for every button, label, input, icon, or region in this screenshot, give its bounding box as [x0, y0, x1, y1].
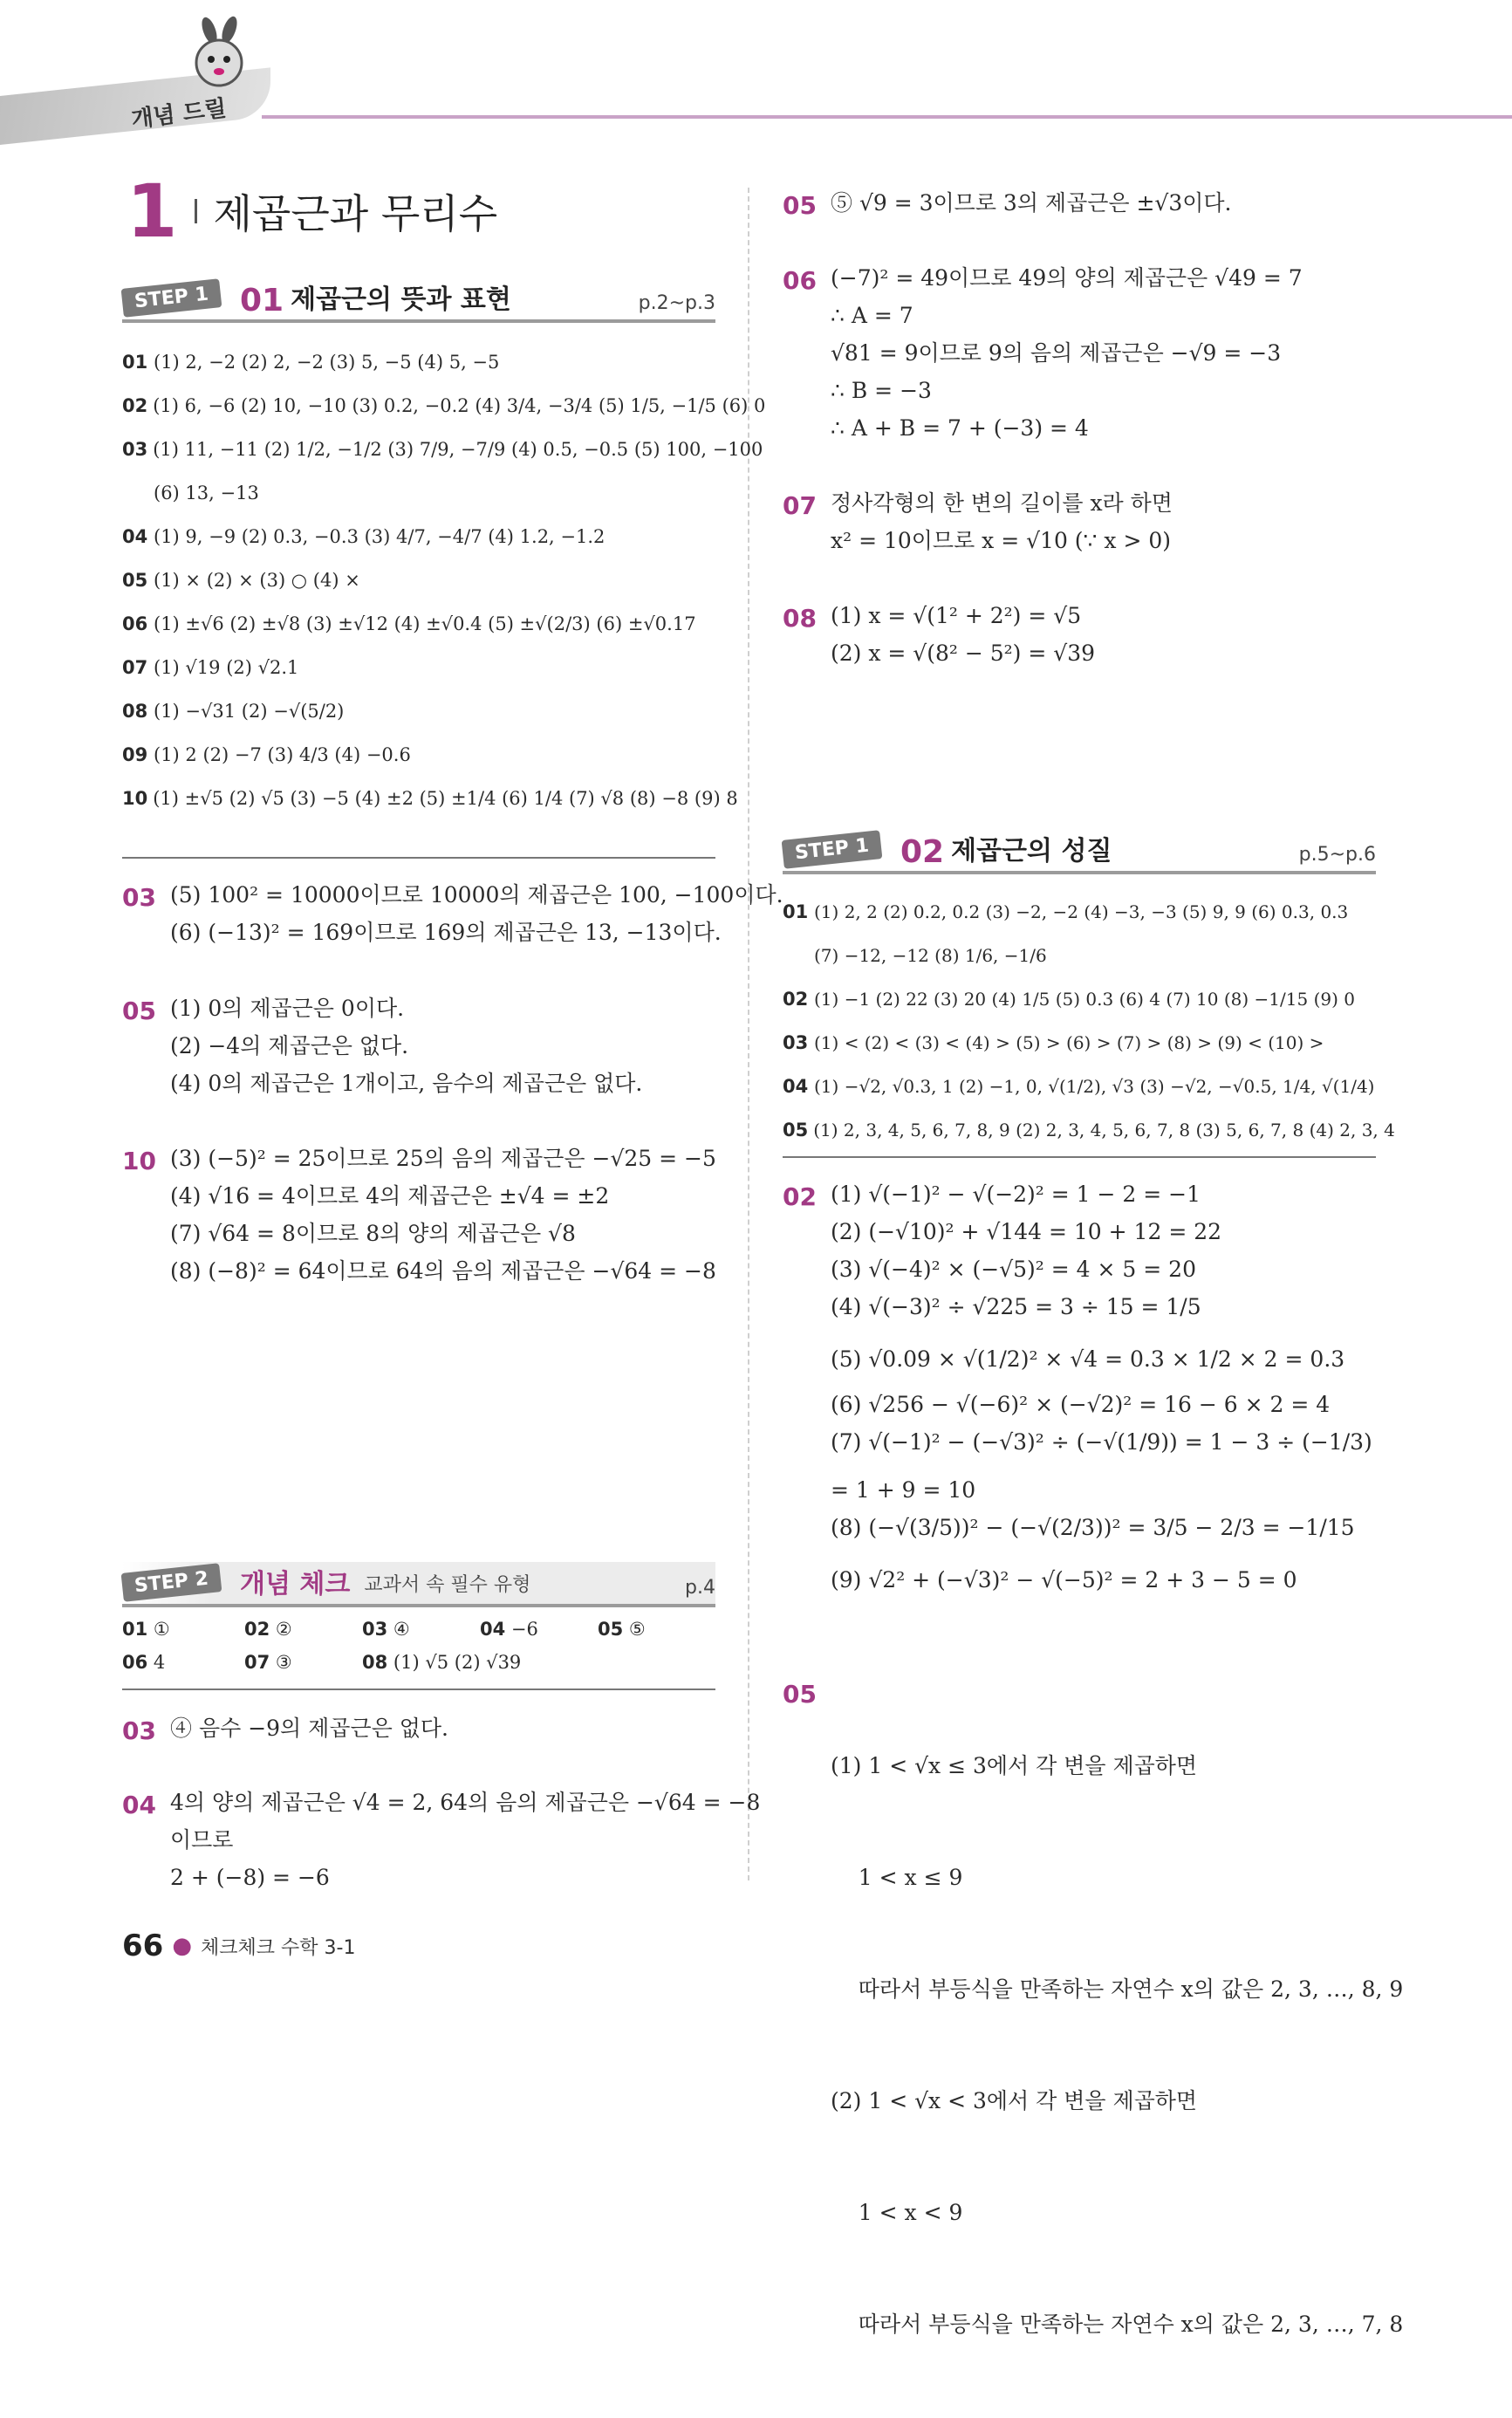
- solution-number: 08: [783, 604, 817, 633]
- answer-row: 03 (1) 11, −11 (2) 1/2, −1/2 (3) 7/9, −7/9 (4) 0.5, −0.5 (5) 100, −100: [122, 438, 763, 460]
- section-rule: [122, 857, 715, 859]
- step-tag: STEP 1: [782, 830, 883, 869]
- bullet-icon: ●: [172, 1933, 193, 1959]
- section-number: 01: [239, 282, 284, 319]
- solution-step2-03: 03 ④ 음수 −9의 제곱근은 없다.: [122, 1710, 724, 1748]
- section-rule: [122, 1688, 715, 1690]
- step1-02-heading: [783, 829, 1376, 874]
- solution-number: 02: [783, 1182, 817, 1211]
- section-subtitle: 교과서 속 필수 유형: [364, 1574, 531, 1596]
- solution-number: 05: [783, 1680, 817, 1709]
- page-range: p.5~p.6: [1298, 844, 1376, 866]
- check-item: 08 (1) √5 (2) √39: [362, 1652, 522, 1673]
- solution-number: 06: [783, 266, 817, 295]
- answer-row: 01 (1) 2, 2 (2) 0.2, 0.2 (3) −2, −2 (4) −3, −3 (5) 9, 9 (6) 0.3, 0.3: [783, 901, 1349, 922]
- check-answers: [122, 1619, 724, 1688]
- page-footer: [122, 1928, 355, 1963]
- step1-01-heading: [122, 277, 715, 323]
- answer-row: 10 (1) ±√5 (2) √5 (3) −5 (4) ±2 (5) ±1/4 (6) 1/4 (7) √8 (8) −8 (9) 8: [122, 787, 738, 809]
- solution-number: 05: [122, 997, 156, 1025]
- chapter-number: 1: [127, 168, 178, 254]
- answer-row: (6) 13, −13: [154, 482, 259, 503]
- check-item: 06 4: [122, 1652, 166, 1673]
- chapter-divider: [195, 199, 197, 223]
- answer-row: 01 (1) 2, −2 (2) 2, −2 (3) 5, −5 (4) 5, −5: [122, 351, 500, 373]
- step2-heading: [122, 1562, 715, 1607]
- header-label: 개념 드릴: [129, 95, 229, 134]
- solution-05: 05 (1) 0의 제곱근은 0이다. (2) −4의 제곱근은 없다. (4) 0의 제곱근은 1개이고, 음수의 제곱근은 없다.: [122, 990, 724, 1103]
- solution-step2-04: 04 4의 양의 제곱근은 √4 = 2, 64의 음의 제곱근은 −√64 = −8 이므로 2 + (−8) = −6: [122, 1784, 724, 1897]
- step-tag: STEP 1: [121, 278, 222, 318]
- page-range: p.2~p.3: [638, 292, 715, 314]
- solution-r05: 05 ⑤ √9 = 3이므로 3의 제곱근은 ±√3이다.: [783, 185, 1411, 223]
- solution-r02: 02 (1) √(−1)² − √(−2)² = 1 − 2 = −1 (2) (−√10)² + √144 = 10 + 12 = 22 (3) √(−4)² × (−√5)² = 4 × 5 = 20 (4) √(−3)² ÷ √225 = 3 ÷ 15 = 1/5 (5) √0.09 × √(1/2)² × √4 = 0.3 × 1/2 × 2 = 0.3 (6) √256 − √(−6)² × (−√2)² = 16 − 6 × 2 = 4 (7) √(−1)² − (−√3)² ÷ (−√(1/9)) = 1 − 3 ÷ (−1/3) = 1 + 9 = 10 (8) (−√(3/5))² − (−√(2/3))² = 3/5 − 2/3 = −1/15 (9) √2² + (−√3)² − √(−5)² = 2 + 3 − 5 = 0: [783, 1176, 1411, 1599]
- check-item: 02 ②: [244, 1619, 292, 1640]
- solution-r06: 06 (−7)² = 49이므로 49의 양의 제곱근은 √49 = 7 ∴ A = 7 √81 = 9이므로 9의 음의 제곱근은 −√9 = −3 ∴ B = −3 ∴ A + B = 7 + (−3) = 4: [783, 260, 1411, 448]
- solution-number: 07: [783, 491, 817, 520]
- solution-number: 05: [783, 191, 817, 220]
- answer-row: 05 (1) 2, 3, 4, 5, 6, 7, 8, 9 (2) 2, 3, 4, 5, 6, 7, 8 (3) 5, 6, 7, 8 (4) 2, 3, 4: [783, 1119, 1395, 1141]
- solution-r07: 07 정사각형의 한 변의 길이를 x라 하면 x² = 10이므로 x = √10 (∵ x > 0): [783, 485, 1411, 560]
- header-rule: [262, 115, 1512, 119]
- solution-03: 03 (5) 100² = 10000이므로 10000의 제곱근은 100, −100이다. (6) (−13)² = 169이므로 169의 제곱근은 13, −13이다.: [122, 877, 724, 952]
- section-title: 제곱근의 뜻과 표현: [291, 284, 511, 315]
- solution-r05b: 05 (1) 1 < √x ≤ 3에서 각 변을 제곱하면 1 < x ≤ 9 따라서 부등식을 만족하는 자연수 x의 값은 2, 3, …, 8, 9 (2) 1 < √x < 3에서 각 변을 제곱하면 1 < x < 9 따라서 부등식을 만족하는 자연수 x의 값은 2, 3, …, 7, 8: [783, 1674, 1411, 2418]
- answer-row: 08 (1) −√31 (2) −√(5/2): [122, 700, 345, 722]
- answer-list-01: [122, 340, 766, 820]
- section-number: 02: [900, 833, 945, 870]
- answer-row: 02 (1) 6, −6 (2) 10, −10 (3) 0.2, −0.2 (4) 3/4, −3/4 (5) 1/5, −1/5 (6) 0: [122, 394, 766, 416]
- answer-row: 02 (1) −1 (2) 22 (3) 20 (4) 1/5 (5) 0.3 (6) 4 (7) 10 (8) −1/15 (9) 0: [783, 988, 1355, 1010]
- chapter-heading: [127, 168, 498, 254]
- solution-r08: 08 (1) x = √(1² + 2²) = √5 (2) x = √(8² − 5²) = √39: [783, 598, 1411, 673]
- answer-row: 03 (1) < (2) < (3) < (4) > (5) > (6) > (7) > (8) > (9) < (10) >: [783, 1031, 1324, 1053]
- section-title: 개념 체크: [239, 1569, 351, 1599]
- page-range: p.4: [685, 1577, 715, 1599]
- solution-number: 04: [122, 1791, 156, 1819]
- page-number: 66: [122, 1928, 164, 1963]
- answer-list-02: [783, 890, 1393, 1152]
- answer-row: 05 (1) × (2) × (3) ○ (4) ×: [122, 569, 360, 591]
- book-title: 체크체크 수학 3-1: [201, 1936, 356, 1959]
- rabbit-mascot-icon: [179, 17, 257, 96]
- answer-row: 06 (1) ±√6 (2) ±√8 (3) ±√12 (4) ±√0.4 (5) ±√(2/3) (6) ±√0.17: [122, 613, 696, 634]
- solution-number: 03: [122, 883, 156, 912]
- answer-row: 04 (1) −√2, √0.3, 1 (2) −1, 0, √(1/2), √3 (3) −√2, −√0.5, 1/4, √(1/4): [783, 1075, 1375, 1097]
- check-item: 01 ①: [122, 1619, 170, 1640]
- solution-number: 03: [122, 1716, 156, 1745]
- section-rule: [783, 1156, 1376, 1158]
- check-item: 04 −6: [480, 1619, 538, 1640]
- answer-row: 09 (1) 2 (2) −7 (3) 4/3 (4) −0.6: [122, 743, 411, 765]
- solution-10: 10 (3) (−5)² = 25이므로 25의 음의 제곱근은 −√25 = −5 (4) √16 = 4이므로 4의 제곱근은 ±√4 = ±2 (7) √64 = 8이므로 8의 양의 제곱근은 √8 (8) (−8)² = 64이므로 64의 음의 제곱근은 −√64 = −8: [122, 1141, 724, 1291]
- chapter-title: 제곱근과 무리수: [213, 190, 498, 237]
- check-item: 07 ③: [244, 1652, 292, 1673]
- check-item: 03 ④: [362, 1619, 410, 1640]
- answer-row: (7) −12, −12 (8) 1/6, −1/6: [814, 944, 1047, 966]
- section-title: 제곱근의 성질: [951, 836, 1112, 867]
- step-tag: STEP 2: [121, 1563, 222, 1602]
- answer-row: 04 (1) 9, −9 (2) 0.3, −0.3 (3) 4/7, −4/7 (4) 1.2, −1.2: [122, 525, 605, 547]
- solution-number: 10: [122, 1147, 156, 1175]
- answer-row: 07 (1) √19 (2) √2.1: [122, 656, 299, 678]
- check-item: 05 ⑤: [598, 1619, 646, 1640]
